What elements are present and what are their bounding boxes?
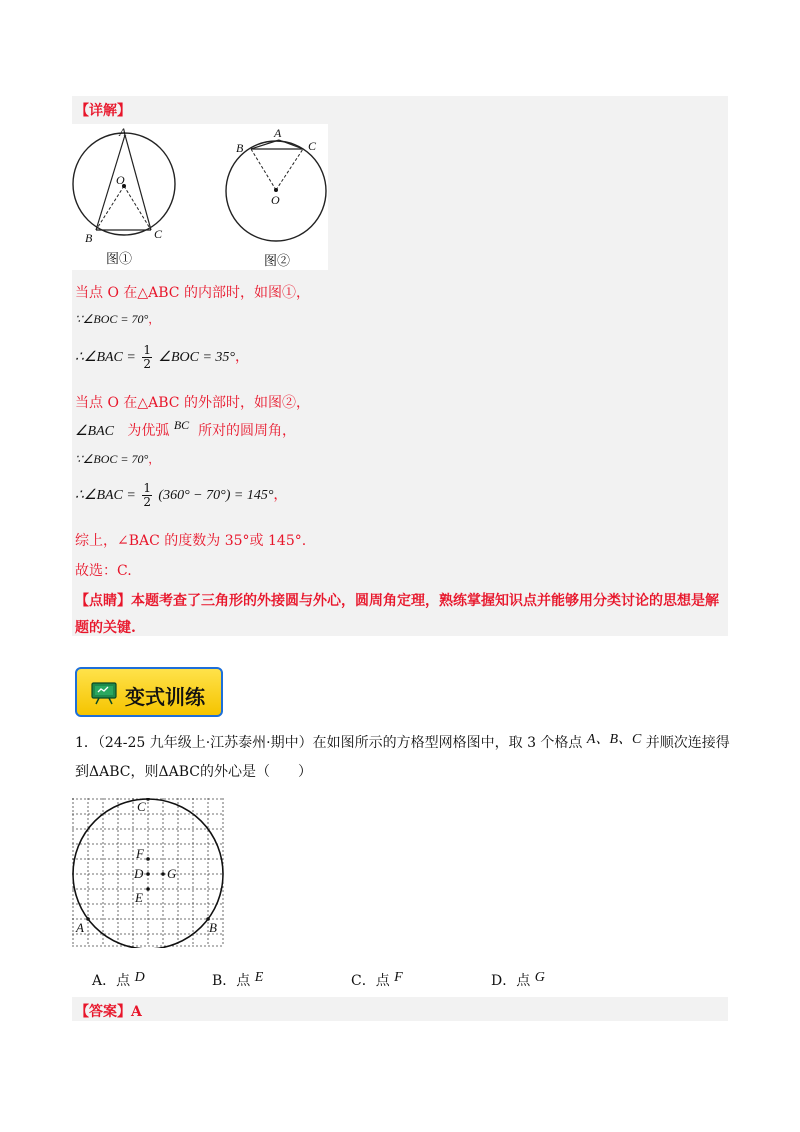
section-badge (75, 667, 223, 717)
case1-result: ∴∠BAC = $\frac{1}{2}$ ∠BOC = 35°， (75, 342, 250, 371)
section-title: 变式训练 (125, 685, 205, 709)
case2-text: 当点 O 在△ABC 的外部时，如图②， (75, 395, 310, 411)
fig1-label-a: A (119, 125, 127, 139)
option-c[interactable]: C．点 F (351, 970, 403, 989)
summary: 综上，∠BAC 的度数为 35°或 145°. (75, 533, 307, 549)
circle-figures (72, 124, 328, 270)
fig1-label-c: C (154, 227, 163, 241)
grid-label-c: C (137, 799, 146, 814)
question-line1: 1．（24-25 九年级上·江苏泰州·期中）在如图所示的方格型网格图中，取 3 个格点 A、B、C 并顺次连接得 (75, 732, 730, 751)
answer: 【答案】A (75, 1004, 142, 1020)
grid-label-g: G (167, 866, 177, 881)
comment-line2: 题的关键. (75, 620, 136, 636)
fig2-label-o: O (271, 193, 280, 207)
fig2-caption: 图② (264, 254, 291, 269)
case2-given: ∵∠BOC = 70°， (75, 452, 161, 466)
fig1-caption: 图① (106, 252, 133, 267)
grid-label-a: A (76, 920, 84, 935)
case2-result: ∴∠BAC = $\frac{1}{2}$ (360° − 70°) = 145°， (75, 480, 288, 509)
option-a[interactable]: A．点 D (92, 970, 145, 989)
fig1-label-b: B (85, 231, 93, 245)
detail-heading: 【详解】 (75, 103, 131, 119)
grid-label-e: E (135, 890, 143, 905)
choice: 故选：C. (75, 563, 132, 579)
fig2-label-c: C (308, 139, 317, 153)
grid-label-b: B (209, 920, 217, 935)
case2-arc-line: ∠BAC 为优弧 BC 所对的圆周角， (75, 418, 297, 439)
grid-figure (72, 798, 226, 948)
answer-panel (72, 997, 728, 1021)
question-line2: 到ΔABC，则ΔABC的外心是（ ） (75, 764, 312, 780)
option-d[interactable]: D．点 G (491, 970, 545, 989)
fig2-label-b: B (236, 141, 244, 155)
fig1-label-o: O (116, 173, 125, 187)
grid-label-f: F (136, 846, 144, 861)
case1-text: 当点 O 在△ABC 的内部时，如图①， (75, 285, 310, 301)
comment-line1: 【点睛】本题考查了三角形的外接圆与外心，圆周角定理，熟练掌握知识点并能够用分类讨论的思想是解 (75, 593, 719, 609)
presentation-board-icon (91, 681, 117, 705)
option-b[interactable]: B．点 E (212, 970, 264, 989)
case1-given: ∵∠BOC = 70°， (75, 312, 161, 326)
grid-label-d: D (134, 866, 144, 881)
fig2-label-a: A (274, 126, 282, 140)
